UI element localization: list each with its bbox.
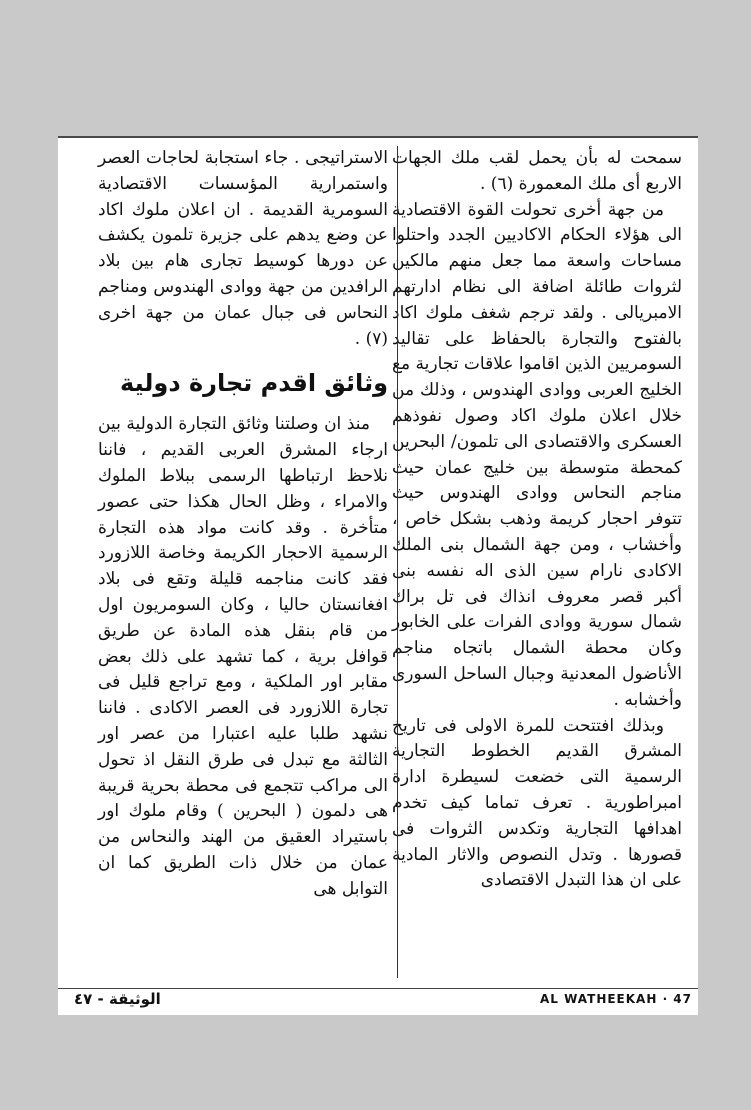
paragraph: الاستراتيجى . جاء استجابة لحاجات العصر واستمرارية المؤسسات الاقتصادية السومرية القديمة . ان اعلان ملوك اكاد عن وضع يدهم على جزيرة تلمون يكشف عن دورها كوسيط تجارى هام بين بلاد الرافدين من جهة ووادى الهندوس ومناجم النحاس فى جبال عمان من جهة اخرى (٧) . <box>98 148 388 349</box>
section-heading: وثائق اقدم تجارة دولية <box>120 369 388 398</box>
left-text-column <box>98 146 388 903</box>
paragraph: منذ ان وصلتنا وثائق التجارة الدولية بين ارجاء المشرق العربى القديم ، فاننا نلاحظ ارتباطها الرسمى ببلاط الملوك والامراء ، وظل الحال هكذا حتى عصور متأخرة . وقد كانت مواد هذه التجارة الرسمية الاحجار الكريمة وخاصة اللازورد فقد كانت مناجمه قليلة وتقع فى بلاد افغانستان حاليا ، وكان السومريون اول من قام بنقل هذه المادة عن طريق قوافل برية ، كما تشهد على ذلك بعض مقابر اور الملكية ، ومع تراجع قليل فى تجارة اللازورد فى العصر الاكادى . فاننا نشهد طلبا عليه اعتبارا من عصر اور الثالثة مع تبدل فى طرق النقل اذ تحول الى مراكب تتجمع فى محطة بحرية قريبة هى دلمون ( البحرين ) وقام ملوك اور باستيراد العقيق من الهند والنحاس من عمان من خلال ذات الطريق كما ان التوابل هى <box>98 414 388 899</box>
footer-arabic-page-label: الوثيقة - ٤٧ <box>74 990 161 1008</box>
magazine-page <box>58 136 698 1015</box>
column-divider <box>397 146 398 978</box>
paragraph: سمحت له بأن يحمل لقب ملك الجهات الاربع أى ملك المعمورة (٦) . <box>392 148 682 194</box>
paragraph: وبذلك افتتحت للمرة الاولى فى تاريخ المشرق القديم الخطوط التجارية الرسمية التى خضعت لسيطرة ادارة امبراطورية . تعرف تماما كيف تخدم اهدافها التجارية وتكدس الثروات فى قصورها . وتدل النصوص والاثار المادية على ان هذا التبدل الاقتصادى <box>392 715 682 891</box>
paragraph: من جهة أخرى تحولت القوة الاقتصادية الى هؤلاء الحكام الاكاديين الجدد واحتلوا مساحات واسعة مما جعل منهم مالكين لثروات طائلة اضافة الى نظام ادارتهم الامبريالى . ولقد ترجم شغف ملوك اكاد بالفتوح والتجارة بالحفاظ على تقاليد السومريين الذين اقاموا علاقات تجارية مع الخليج العربى ووادى الهندوس ، وذلك من خلال اعلان ملوك اكاد وصول نفوذهم العسكرى والاقتصادى الى تلمون/ البحرين كمحطة متوسطة بين خليج عمان حيث مناجم النحاس ووادى الهندوس حيث تتوفر احجار كريمة وذهب بشكل خاص ، وأخشاب ، ومن جهة الشمال بنى الملك الاكادى نارام سين الذى اله نفسه بنى أكبر قصر معروف انذاك فى تل براك شمال سورية ووادى الفرات على الخابور وكان محطة الشمال باتجاه مناجم الأناضول المعدنية وجبال الساحل السورى وأخشابه . <box>392 199 682 710</box>
right-text-column <box>392 146 682 894</box>
footer-english-page-label: AL WATHEEKAH · 47 <box>539 992 692 1006</box>
page-footer <box>58 988 698 1011</box>
